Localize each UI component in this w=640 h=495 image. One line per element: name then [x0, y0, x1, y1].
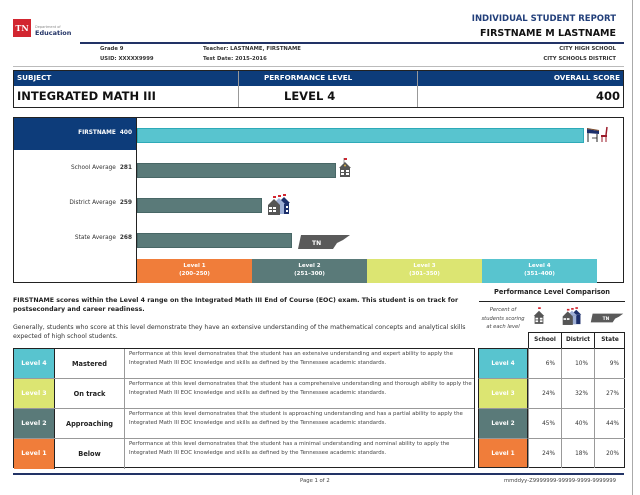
comparison-cell: 45% [528, 408, 561, 438]
test-date: Test Date: 2015-2016 [203, 56, 267, 62]
column-divider [238, 71, 239, 107]
level-badge: Level 3 [14, 379, 55, 408]
district-avg-bar [137, 198, 262, 213]
performance-level-value: LEVEL 4 [284, 89, 336, 103]
comparison-level-badge: Level 1 [478, 438, 528, 468]
level-description: Performance at this level demonstrates that the student is approaching understanding and has a partial ability to apply the Integrated Math III EOC knowledge and skills as defined by the Tennessee academic standards. [129, 411, 463, 426]
school-avg-bar [137, 163, 336, 178]
meta-divider [13, 66, 624, 67]
comparison-cell: 44% [594, 408, 625, 438]
state-avg-label: State Average 268 [74, 235, 132, 241]
document-id: mmddyy-Z9999999-99999-9999-9999999 [503, 478, 616, 484]
level-row [14, 349, 474, 379]
comparison-level-badge: Level 3 [478, 378, 528, 408]
comparison-cell: 20% [594, 438, 625, 468]
comparison-cell: 24% [528, 378, 561, 408]
svg-text:TN: TN [312, 240, 322, 247]
level-descriptions-table [13, 348, 475, 468]
comparison-divider [479, 301, 625, 302]
teacher: Teacher: LASTNAME, FIRSTNAME [203, 46, 301, 52]
student-desk-icon [586, 126, 610, 144]
level-explanation-text: Generally, students who score at this level demonstrate they have an extensive understanding of the mathematical concepts and analytical skills expected of high school students. [13, 324, 466, 340]
comparison-level-badge: Level 4 [478, 348, 528, 378]
level-name: Below [55, 439, 125, 469]
level-row [14, 379, 474, 409]
comparison-cell: 32% [561, 378, 594, 408]
band-level-2: Level 2 (251–300) [252, 259, 367, 283]
performance-level-header: PERFORMANCE LEVEL [264, 73, 353, 82]
level-description: Performance at this level demonstrates that the student has a minimal understanding and nominal ability to apply the Integrated Math III EOC knowledge and skills as defined by the Tennessee academic standards. [129, 441, 450, 456]
comparison-table [478, 332, 625, 468]
level-range-bands [137, 259, 597, 283]
comparison-note: Percent of students scoring at each level [481, 307, 525, 330]
summary-table [13, 70, 624, 108]
state-avg-bar [137, 233, 292, 248]
district-name: CITY SCHOOLS DISTRICT [543, 56, 616, 62]
page-edge [632, 0, 640, 495]
score-summary-text: FIRSTNAME scores within the Level 4 range on the Integrated Math III End of Course (EOC) exam. This student is on track for postsecondary and career readiness. [13, 297, 459, 313]
comparison-cell: 6% [528, 348, 561, 378]
state-column-header: State [594, 332, 625, 348]
logo-education-text: Education [35, 29, 72, 37]
level-description: Performance at this level demonstrates that the student has an extensive understanding and expert ability to apply the Integrated Math III EOC knowledge and skills as defined by the Tennessee academic standards. [129, 351, 453, 366]
overall-score-header: OVERALL SCORE [553, 73, 620, 82]
usid: USID: XXXXX9999 [100, 56, 154, 62]
school-column-header: School [528, 332, 561, 348]
page-number: Page 1 of 2 [300, 478, 330, 484]
comparison-level-badge: Level 2 [478, 408, 528, 438]
level-name: Approaching [55, 409, 125, 438]
district-schools-icon [266, 194, 292, 216]
student-bar-label: FIRSTNAME 400 [78, 130, 132, 136]
tennessee-state-icon [297, 234, 351, 250]
level-badge: Level 1 [14, 439, 55, 469]
district-column-header: District [561, 332, 594, 348]
level-name: On track [55, 379, 125, 408]
logo-mark: TN [13, 19, 31, 37]
subject-value: INTEGRATED MATH III [17, 89, 156, 103]
band-level-1: Level 1 (200–250) [137, 259, 252, 283]
comparison-cell: 40% [561, 408, 594, 438]
comparison-cell: 27% [594, 378, 625, 408]
level-row [14, 439, 474, 469]
student-score-bar [137, 128, 584, 143]
band-level-4: Level 4 (351–400) [482, 259, 597, 283]
student-name: FIRSTNAME M LASTNAME [480, 28, 616, 39]
district-schools-icon [561, 307, 583, 326]
column-divider [417, 71, 418, 107]
footer-divider [13, 473, 624, 475]
level-row [14, 409, 474, 439]
grade: Grade 9 [100, 46, 124, 52]
svg-text:TN: TN [602, 316, 610, 322]
school-icon [337, 158, 353, 178]
comparison-title: Performance Level Comparison [494, 288, 610, 296]
comparison-cell: 9% [594, 348, 625, 378]
subject-header: SUBJECT [17, 73, 52, 82]
school-name: CITY HIGH SCHOOL [559, 46, 616, 52]
district-avg-label: District Average 259 [69, 200, 132, 206]
logo-dept-text: Department of [35, 25, 61, 29]
comparison-cell: 18% [561, 438, 594, 468]
report-title: INDIVIDUAL STUDENT REPORT [471, 14, 616, 24]
comparison-cell: 24% [528, 438, 561, 468]
school-icon [532, 307, 546, 325]
level-name: Mastered [55, 349, 125, 378]
level-badge: Level 2 [14, 409, 55, 438]
comparison-cell: 10% [561, 348, 594, 378]
score-bar-chart [13, 117, 624, 283]
band-level-3: Level 3 (301–350) [367, 259, 482, 283]
tennessee-state-icon [590, 313, 624, 323]
level-description: Performance at this level demonstrates that the student has a comprehensive understanding and thorough ability to apply the Integrated Math III EOC knowledge and skills as defined by the Tennessee academic standards. [129, 381, 472, 396]
header-divider [80, 42, 624, 44]
overall-score-value: 400 [595, 89, 620, 103]
school-avg-label: School Average 281 [70, 165, 132, 171]
summary-header-row [14, 71, 623, 86]
level-badge: Level 4 [14, 349, 55, 378]
